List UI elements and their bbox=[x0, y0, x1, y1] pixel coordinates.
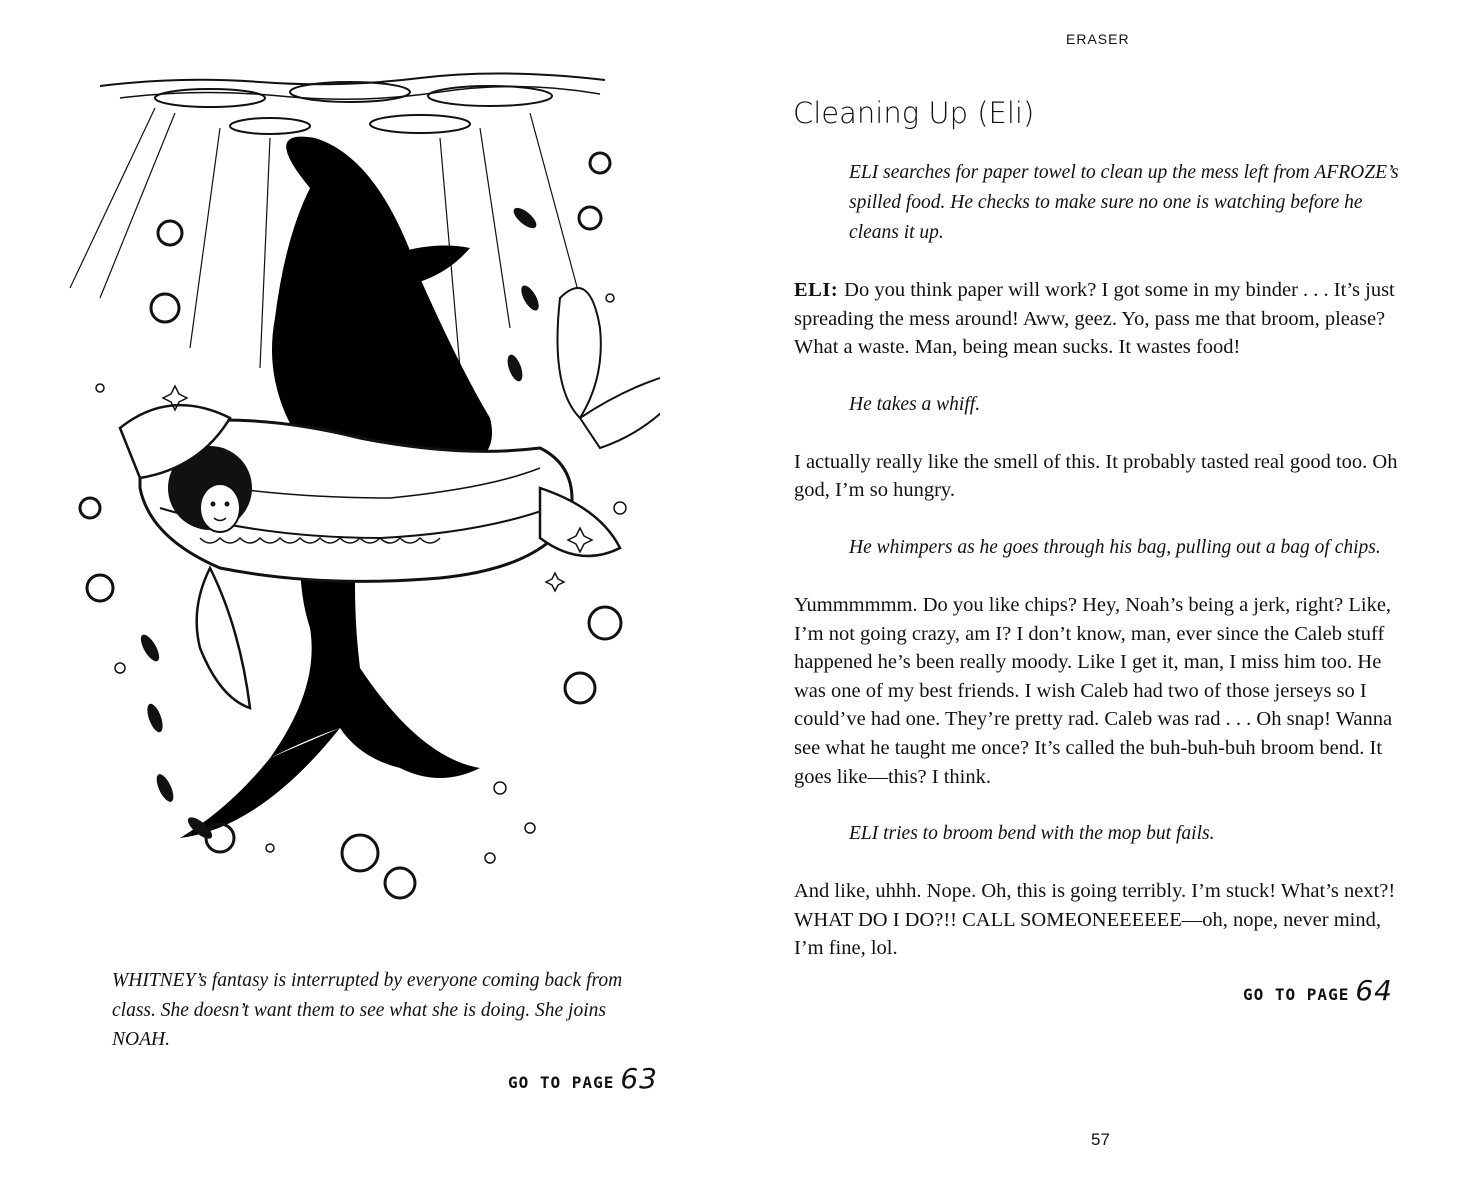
stage-direction-2: He takes a whiff. bbox=[849, 393, 981, 415]
speech-4-text: And like, uhhh. Nope. Oh, this is going terribly. I’m stuck! What’s next?! bbox=[794, 880, 1396, 903]
stage-direction-1 bbox=[849, 158, 1414, 248]
stage-direction-4-name: ELI bbox=[849, 823, 879, 845]
speech-1-text: Do you think paper will work? I got some in my binder . . . It’s just spreading the mess around! Aww, geez. Yo, pass me that broom, please? What a waste. Man, being mean sucks. It wastes food! bbox=[794, 279, 1395, 359]
underwater-illustration-art bbox=[60, 68, 660, 920]
speech-4-caps: WHAT DO I DO?!! CALL SOMEONEEEEEE bbox=[794, 908, 1182, 931]
go-to-page-63-link[interactable] bbox=[508, 1062, 658, 1095]
go-to-page-label: GO TO PAGE bbox=[508, 1073, 615, 1092]
stage-direction-name: ELI bbox=[849, 162, 879, 183]
script-text bbox=[794, 158, 1414, 991]
speech-2: I actually really like the smell of this. It probably tasted real good too. Oh god, I’m so hungry. bbox=[794, 450, 1398, 502]
go-to-page-64-link[interactable] bbox=[1243, 974, 1393, 1007]
left-page bbox=[0, 0, 728, 1199]
right-page bbox=[728, 0, 1457, 1199]
stage-direction-name-2: AFROZE bbox=[1314, 162, 1387, 183]
caption-name-2: NOAH bbox=[112, 1029, 166, 1050]
speaker-label: ELI: bbox=[794, 279, 839, 301]
speech-1 bbox=[794, 276, 1414, 362]
caption-text: ’s fantasy is interrupted by everyone coming back from class. She doesn’t want them to see what she is doing. She joins bbox=[112, 970, 623, 1021]
stage-direction-3: He whimpers as he goes through his bag, pulling out a bag of chips. bbox=[849, 536, 1381, 558]
speech-3: Yummmmmm. Do you like chips? Hey, Noah’s being a jerk, right? Like, I’m not going crazy, am I? I don’t know, man, ever since the Caleb stuff happened he’s been really moody. Like I get it, man, I miss him too. He was one of my best friends. I wish Caleb had two of those jerseys so I could’ve had one. They’re pretty rad. Caleb was rad . . . Oh snap! Wanna see what he taught me once? It’s called the buh-buh-buh broom bend. It goes like—this? I think. bbox=[794, 593, 1393, 788]
scene-caption bbox=[112, 966, 660, 1055]
go-to-page-label: GO TO PAGE bbox=[1243, 985, 1350, 1004]
speech-4-text-2: —oh, nope, never mind, I’m fine, lol. bbox=[794, 908, 1381, 960]
stage-direction-text-2: ’s spilled food. He checks to make sure no one is watching before he cleans it up. bbox=[849, 162, 1399, 243]
go-to-page-number: 64 bbox=[1355, 974, 1393, 1007]
stage-direction-text: searches for paper towel to clean up the mess left from bbox=[878, 162, 1315, 183]
caption-end: . bbox=[165, 1029, 170, 1050]
stage-direction-4 bbox=[849, 819, 1414, 849]
stage-direction-4-text: tries to broom bend with the mop but fails. bbox=[878, 823, 1215, 845]
caption-name: WHITNEY bbox=[112, 970, 196, 991]
illustration bbox=[60, 68, 660, 920]
running-head: ERASER bbox=[1066, 31, 1130, 47]
page-number: 57 bbox=[1091, 1130, 1110, 1149]
speech-4 bbox=[794, 877, 1414, 963]
scene-title: Cleaning Up (Eli) bbox=[793, 96, 1035, 130]
go-to-page-number: 63 bbox=[620, 1062, 658, 1095]
